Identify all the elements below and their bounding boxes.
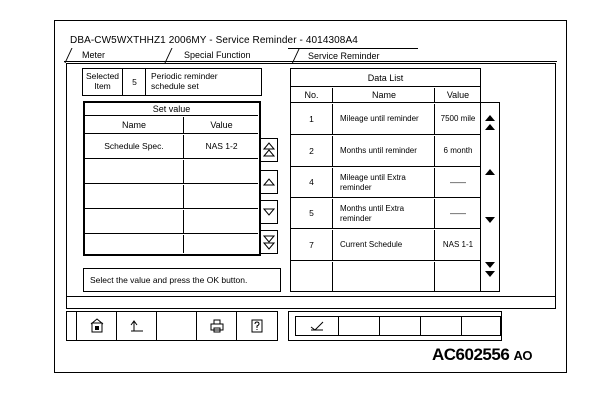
- up-arrow-icon: [263, 177, 275, 187]
- instruction-message: Select the value and press the OK button.: [83, 268, 281, 292]
- function-button-5[interactable]: [462, 316, 501, 336]
- table-row[interactable]: [85, 210, 258, 234]
- up-arrow-icon: [484, 167, 496, 177]
- row-name: Months until reminder: [334, 136, 435, 166]
- data-list-scrollbar[interactable]: [481, 102, 500, 292]
- table-row[interactable]: [85, 185, 258, 209]
- status-bar: [66, 297, 556, 309]
- col-name-header: Name: [334, 88, 435, 102]
- row-value: NAS 1-1: [442, 240, 474, 249]
- tab-bar: [64, 48, 557, 62]
- row-value: 6 month: [443, 146, 473, 155]
- figure-code: [432, 345, 532, 365]
- selected-item-label: Selected Item: [83, 69, 123, 95]
- table-row[interactable]: [85, 135, 258, 159]
- data-list-up-button[interactable]: [481, 167, 499, 180]
- function-button-2[interactable]: [339, 316, 380, 336]
- col-no-header: No.: [291, 88, 333, 102]
- down-arrow-icon: [484, 215, 496, 225]
- toolbar: [66, 311, 278, 341]
- back-icon: [129, 319, 145, 333]
- print-icon: [210, 319, 224, 333]
- figure-code-suffix: AO: [513, 348, 533, 363]
- row-value: ——: [450, 178, 466, 187]
- row-value: 7500 mile: [440, 114, 476, 123]
- help-icon: [251, 319, 263, 333]
- data-list-header-row: [291, 88, 480, 103]
- back-button[interactable]: [117, 312, 157, 340]
- row-no: 4: [291, 168, 333, 197]
- row-no: 2: [291, 136, 333, 166]
- ok-button[interactable]: [295, 316, 339, 336]
- selected-item-number: 5: [124, 69, 146, 95]
- row-name: Mileage until reminder: [334, 104, 435, 134]
- col-value-header: Value: [210, 120, 233, 130]
- figure-code-main: AC602556: [432, 345, 510, 364]
- col-name-header: Name: [85, 117, 184, 133]
- data-list-bottom-button[interactable]: [481, 259, 499, 282]
- data-list-table: [290, 68, 481, 292]
- row-name: Schedule Spec.: [85, 135, 184, 158]
- tab-divider: [64, 61, 557, 62]
- scroll-up-button[interactable]: [260, 170, 278, 194]
- row-value: ——: [450, 209, 466, 218]
- double-down-arrow-icon: [263, 234, 275, 250]
- function-button-3[interactable]: [380, 316, 421, 336]
- table-row[interactable]: [291, 136, 480, 167]
- selected-item-box: [82, 68, 262, 96]
- row-name: Months until Extra reminder: [334, 199, 435, 228]
- row-no: 5: [291, 199, 333, 228]
- function-button-4[interactable]: [421, 316, 462, 336]
- scroll-top-button[interactable]: [260, 138, 278, 162]
- double-down-arrow-icon: [484, 259, 496, 279]
- function-toolbar: [288, 311, 502, 341]
- selected-item-description: Periodic reminder schedule set: [151, 71, 218, 91]
- scroll-bottom-button[interactable]: [260, 230, 278, 254]
- row-name: Current Schedule: [334, 230, 435, 260]
- table-row[interactable]: [85, 235, 258, 253]
- home-icon: [90, 318, 104, 334]
- ok-check-icon: [309, 320, 325, 332]
- row-value[interactable]: NAS 1-2: [205, 141, 238, 151]
- tab-meter[interactable]: Meter: [64, 48, 164, 62]
- window-title: DBA-CW5WXTHHZ1 2006MY - Service Reminder - 4014308A4: [70, 35, 358, 46]
- table-row[interactable]: [291, 199, 480, 229]
- set-value-header-row: [85, 117, 258, 134]
- down-arrow-icon: [263, 207, 275, 217]
- data-list-top-button[interactable]: [481, 113, 499, 136]
- print-button[interactable]: [197, 312, 237, 340]
- set-value-title: Set value: [85, 103, 258, 116]
- row-name: Mileage until Extra reminder: [334, 168, 435, 197]
- table-row[interactable]: [291, 230, 480, 261]
- table-row[interactable]: [291, 168, 480, 198]
- tab-special-function[interactable]: Special Function: [150, 48, 290, 62]
- table-row[interactable]: [291, 104, 480, 135]
- set-value-table: [83, 101, 261, 256]
- data-list-title: Data List: [291, 69, 480, 87]
- data-list-down-button[interactable]: [481, 215, 499, 228]
- col-value-header: Value: [446, 90, 470, 100]
- table-row[interactable]: [291, 262, 480, 291]
- row-no: 1: [291, 104, 333, 134]
- row-no: 7: [291, 230, 333, 260]
- table-row[interactable]: [85, 160, 258, 184]
- scroll-down-button[interactable]: [260, 200, 278, 224]
- home-button[interactable]: [77, 312, 117, 340]
- double-up-arrow-icon: [263, 142, 275, 158]
- help-button[interactable]: [237, 312, 277, 340]
- tab-service-reminder[interactable]: Service Reminder: [288, 48, 418, 62]
- double-up-arrow-icon: [484, 113, 496, 133]
